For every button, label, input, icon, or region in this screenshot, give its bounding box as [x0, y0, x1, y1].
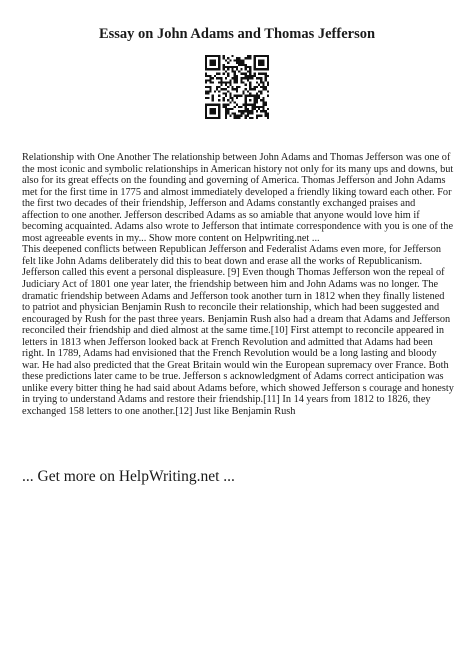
- essay-body: [22, 152, 454, 418]
- helpwriting-link[interactable]: ... Get more on HelpWriting.net ...: [22, 468, 235, 485]
- essay-paragraph-1: Relationship with One Another The relationship between John Adams and Thomas Jefferson was one of the most iconic and symbolic relationships in American history not only for its many ups and downs, but also for its great effects on the founding and governing of America. Thomas Jefferson and John Adams met for the first time in 1775 and almost immediately developed a friendly liking toward each other. For the first two decades of their friendship, Jefferson and Adams constantly exchanged praises and affection to one another. Jefferson described Adams as so amiable that anyone would love him if becoming acquainted. Adams also wrote to Jefferson that intimate correspondence with you is one of the most agreeable events in my... Show more content on Helpwriting.net ...: [22, 152, 454, 244]
- page-title: Essay on John Adams and Thomas Jefferson: [98, 26, 376, 42]
- essay-paragraph-2: This deepened conflicts between Republican Jefferson and Federalist Adams even more, for Jefferson felt like John Adams deliberately did this to beat down and erase all the works of Republicanism. Jefferson called this event a personal displeasure. [9] Even though Thomas Jefferson won the repeal of Judiciary Act of 1801 one year later, the friendship between him and John Adams was no longer. The dramatic friendship between Adams and Jefferson took another turn in 1812 when they finally listened to patriot and physician Benjamin Rush to reconcile their relationship, which had been suggested and encouraged by Rush for the past three years. Benjamin Rush also had a dream that Adams and Jefferson reconciled their friendship and died almost at the same time.[10] First attempt to reconcile appeared in letters in 1813 when Jefferson looked back at French Revolution and admitted that Adams had been right. In 1789, Adams had envisioned that the French Revolution would be a long lasting and bloody war. He had also predicted that the Great Britain would win the European supremacy over France. Both these predictions later came to be true. Jefferson s acknowledgment of Adams correct anticipation was unlike every bitter thing he had said about Adams before, which showed Jefferson s courage and honesty in trying to understand Adams and restore their friendship.[11] In 14 years from 1812 to 1826, they exchanged 158 letters to one another.[12] Just like Benjamin Rush: [22, 244, 454, 418]
- qr-code-icon[interactable]: [205, 55, 269, 119]
